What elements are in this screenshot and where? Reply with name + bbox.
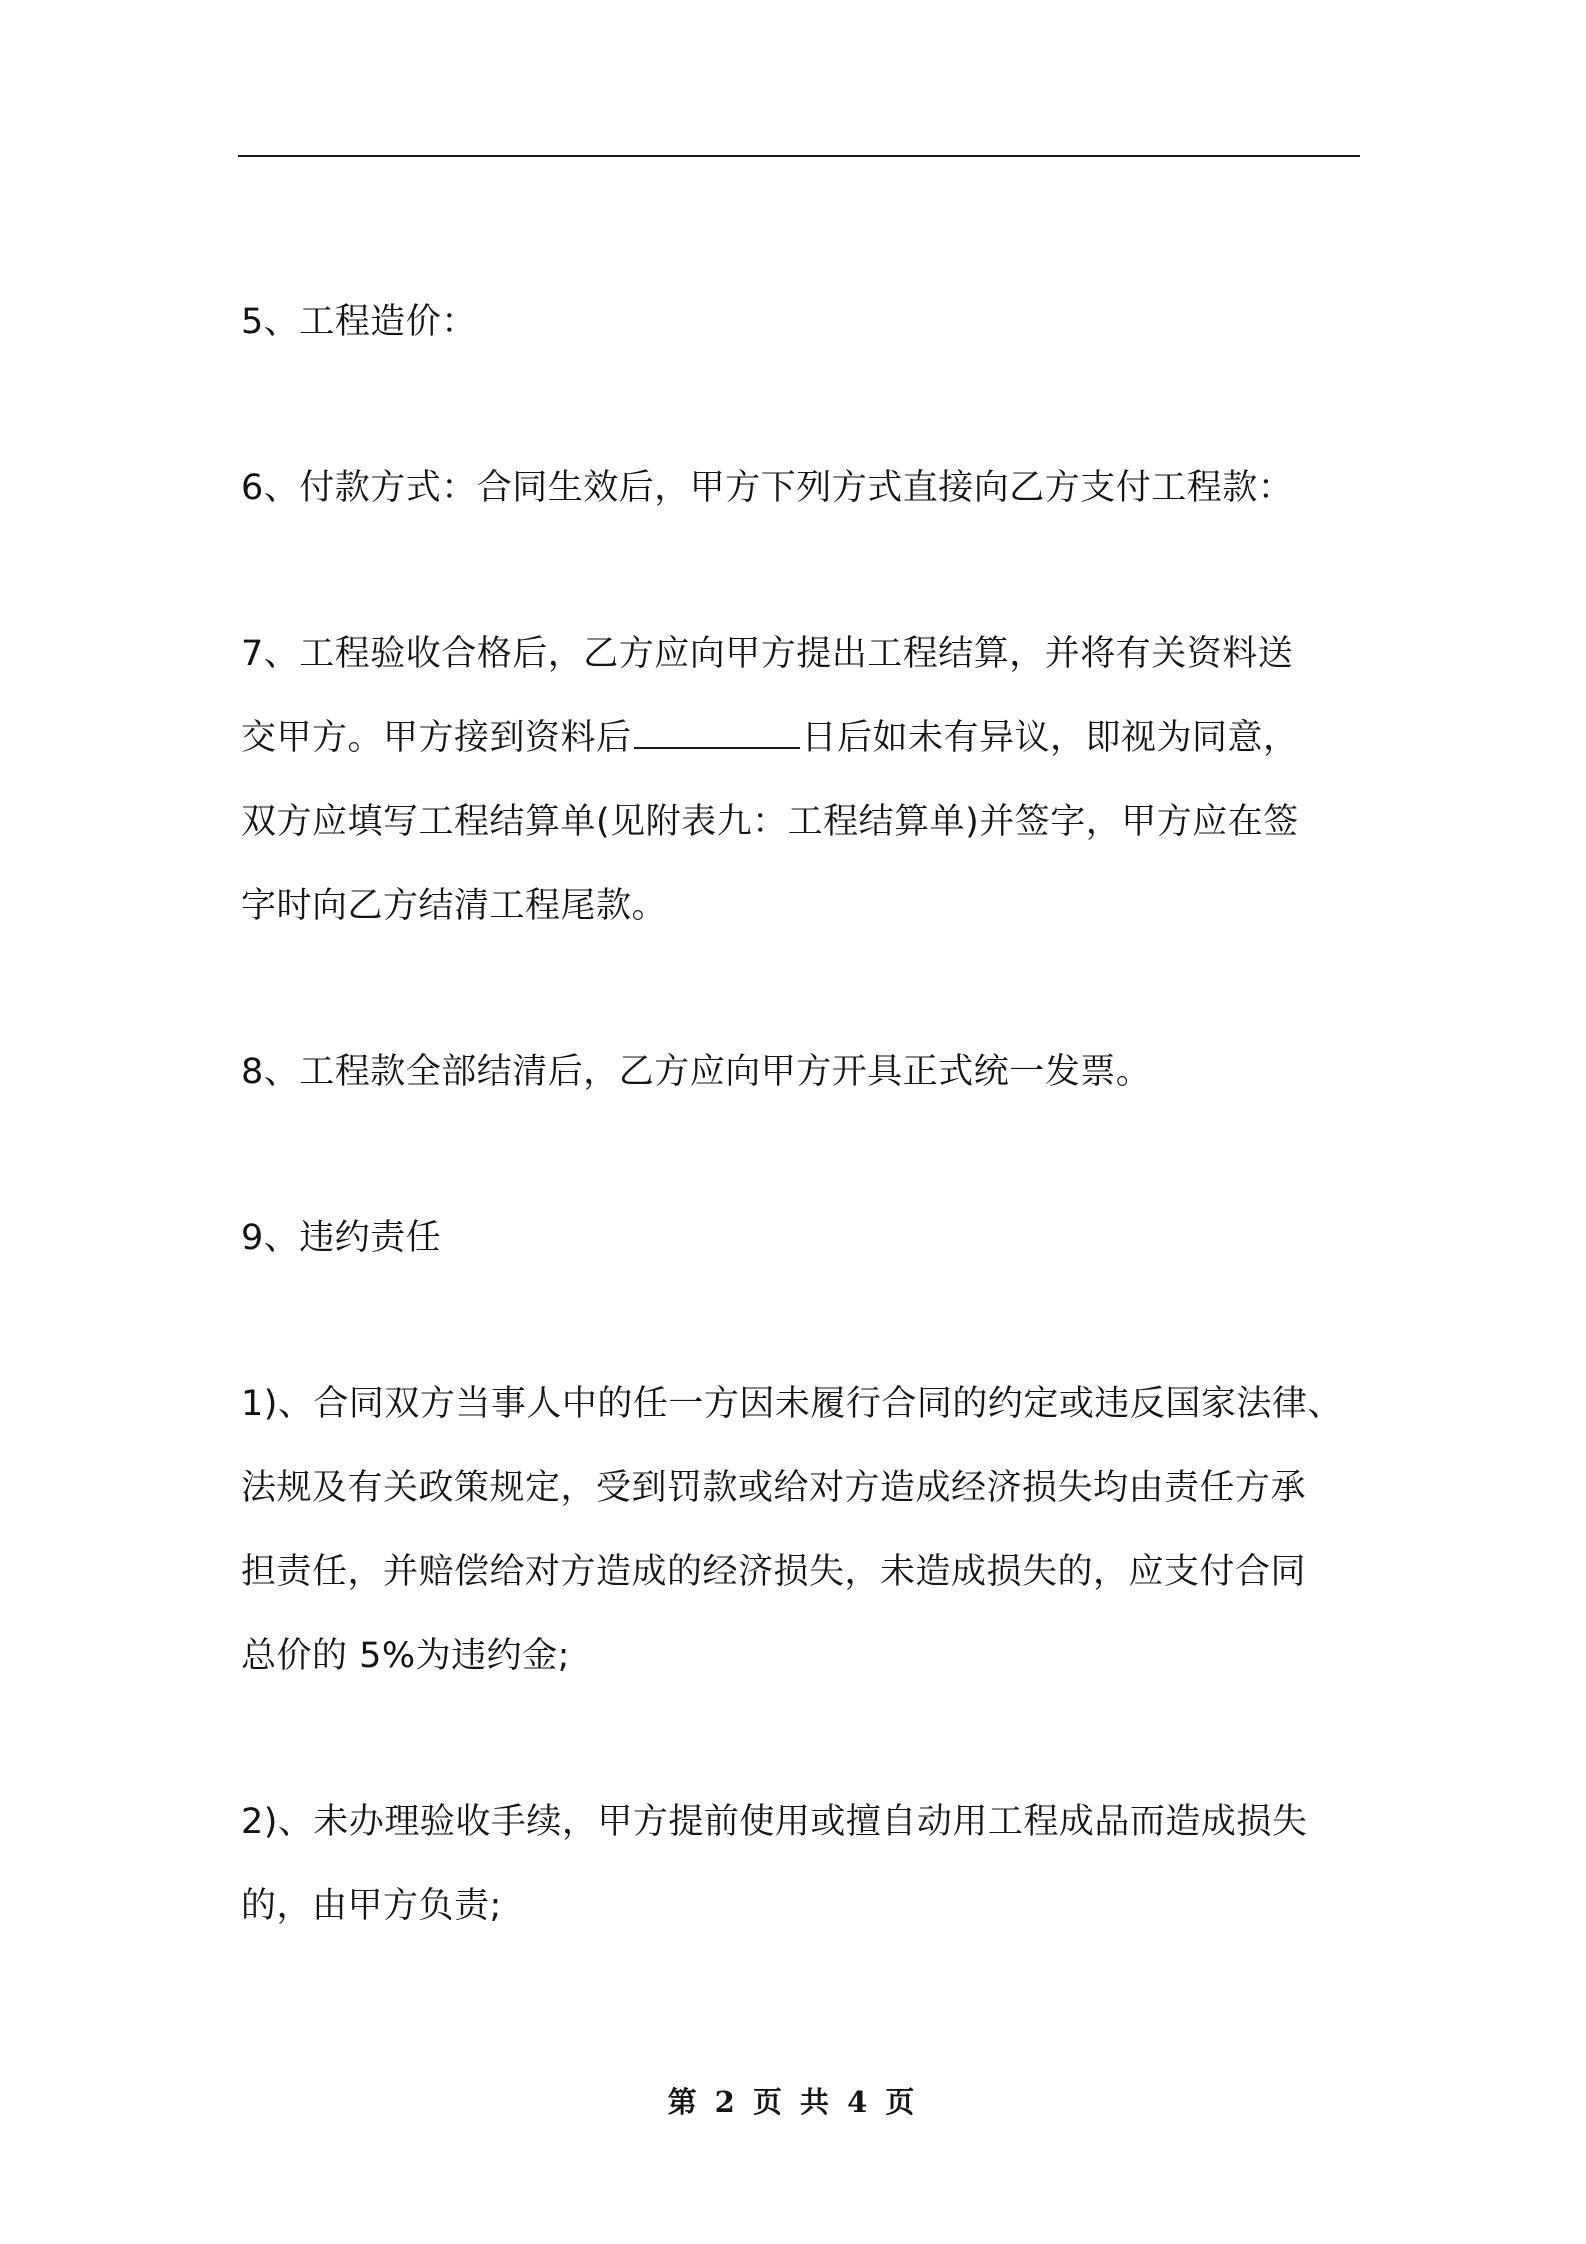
item-9-2-paragraph [241,1780,1371,1948]
item-6-paragraph [241,446,1371,530]
item-9-2-line-1: 2)、未办理验收手续，甲方提前使用或擅自动用工程成品而造成损失 [241,1802,1308,1842]
blank-days-field [634,721,800,749]
item-6-line-1: 6、付款方式：合同生效后，甲方下列方式直接向乙方支付工程款： [241,468,1294,508]
item-9-1-line-3: 担责任，并赔偿给对方造成的经济损失，未造成损失的，应支付合同 [241,1552,1307,1592]
item-8-paragraph [241,1030,1371,1114]
item-9-1-paragraph [241,1362,1371,1698]
page-number-footer: 第 2 页 共 4 页 [667,2085,919,2119]
item-9-1-line-1: 1)、合同双方当事人中的任一方因未履行合同的约定或违反国家法律、 [241,1384,1343,1424]
item-7-line-4: 字时向乙方结清工程尾款。 [241,886,668,926]
item-7-line-2a: 交甲方。甲方接到资料后 [241,718,632,758]
item-7-line-3: 双方应填写工程结算单(见附表九：工程结算单)并签字，甲方应在签 [241,802,1299,842]
header-rule [238,155,1360,157]
document-body [241,280,1371,1948]
item-9-line-1: 9、违约责任 [241,1218,442,1258]
item-7-line-1: 7、工程验收合格后，乙方应向甲方提出工程结算，并将有关资料送 [241,634,1294,674]
item-9-heading [241,1196,1371,1280]
item-5-paragraph [241,280,1371,364]
item-9-1-line-2: 法规及有关政策规定，受到罚款或给对方造成经济损失均由责任方承 [241,1468,1307,1508]
item-9-2-line-2: 的，由甲方负责; [241,1886,502,1926]
item-9-1-line-4: 总价的 5%为违约金; [241,1636,570,1676]
item-7-line-2b: 日后如未有异议，即视为同意， [801,718,1299,758]
item-7-paragraph [241,612,1371,948]
item-8-line-1: 8、工程款全部结清后，乙方应向甲方开具正式统一发票。 [241,1052,1152,1092]
item-5-line-1: 5、工程造价： [241,302,477,342]
